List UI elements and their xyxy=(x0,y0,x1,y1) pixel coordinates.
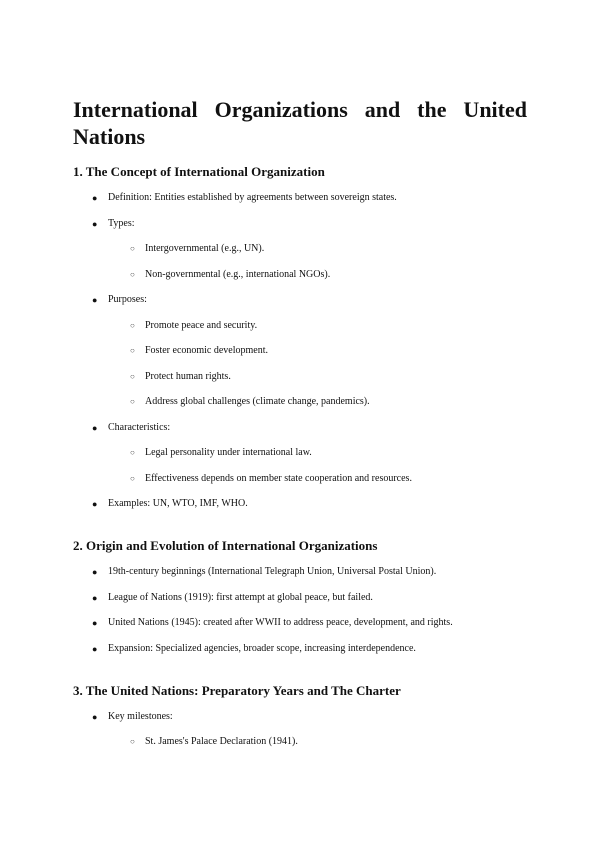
list-item-text: Types: xyxy=(108,217,135,229)
bullet-icon: ● xyxy=(92,618,98,628)
circle-bullet-icon: ○ xyxy=(130,737,135,746)
document-title-line-2: Nations xyxy=(73,124,146,149)
bullet-icon: ● xyxy=(92,711,98,722)
bullet-icon: ● xyxy=(92,567,98,577)
list-item xyxy=(92,710,527,724)
bullet-icon: ● xyxy=(92,295,98,305)
list-item-text: Protect human rights. xyxy=(145,370,231,382)
list-item xyxy=(130,735,527,749)
document-title xyxy=(73,96,527,150)
bullet-icon: ● xyxy=(92,499,98,509)
list-item-text: Legal personality under international law. xyxy=(145,447,312,458)
list-item-text: Definition: Entities established by agreements between sovereign states. xyxy=(108,192,397,203)
document-title-line-1: International Organizations and the United xyxy=(73,97,527,122)
bullet-icon: ● xyxy=(92,218,98,229)
list-item xyxy=(92,191,527,205)
bullet-icon: ● xyxy=(92,193,98,203)
list-item-text: Examples: UN, WTO, IMF, WHO. xyxy=(108,498,248,509)
list-item xyxy=(130,268,527,282)
circle-bullet-icon: ○ xyxy=(130,448,135,457)
circle-bullet-icon: ○ xyxy=(130,320,135,330)
list-item-text: Expansion: Specialized agencies, broader scope, increasing interdependence. xyxy=(108,642,416,654)
circle-bullet-icon: ○ xyxy=(130,269,135,279)
list-item xyxy=(130,344,527,358)
section-heading: 3. The United Nations: Preparatory Years and The Charter xyxy=(73,682,401,698)
list-item-text: Promote peace and security. xyxy=(145,319,258,331)
list-item-text: Address global challenges (climate change, pandemics). xyxy=(145,396,370,407)
list-item-text: Characteristics: xyxy=(108,421,171,433)
circle-bullet-icon: ○ xyxy=(130,244,135,253)
list-item xyxy=(130,370,527,384)
list-item xyxy=(92,591,527,605)
circle-bullet-icon: ○ xyxy=(130,346,135,355)
document-body xyxy=(73,164,527,749)
circle-bullet-icon: ○ xyxy=(130,473,135,483)
list-item-text: Intergovernmental (e.g., UN). xyxy=(145,243,265,254)
list-item xyxy=(92,642,527,656)
bullet-icon: ● xyxy=(92,592,98,603)
list-item-text: 19th-century beginnings (International Telegraph Union, Universal Postal Union). xyxy=(108,566,437,577)
list-item xyxy=(92,565,527,579)
list-item-text: United Nations (1945): created after WWII to address peace, development, and rights. xyxy=(108,617,453,628)
list-item xyxy=(92,497,527,511)
list-item xyxy=(92,421,527,435)
list-item-text: Non-governmental (e.g., international NGOs). xyxy=(145,268,331,280)
bullet-icon: ● xyxy=(92,422,98,433)
list-item-text: Foster economic development. xyxy=(145,345,269,356)
list-item xyxy=(92,616,527,630)
section-heading: 2. Origin and Evolution of International Organizations xyxy=(73,538,378,553)
list-item xyxy=(92,293,527,307)
list-item xyxy=(130,446,527,460)
list-item xyxy=(92,217,527,231)
list-item-text: St. James's Palace Declaration (1941). xyxy=(145,736,298,747)
list-item-text: Key milestones: xyxy=(108,710,173,722)
list-item xyxy=(130,395,527,409)
section-heading: 1. The Concept of International Organization xyxy=(73,164,325,179)
bullet-icon: ● xyxy=(92,643,98,654)
list-item-text: Effectiveness depends on member state cooperation and resources. xyxy=(145,472,412,484)
circle-bullet-icon: ○ xyxy=(130,371,135,381)
list-item-text: Purposes: xyxy=(108,294,147,305)
list-item xyxy=(130,242,527,256)
list-item xyxy=(130,472,527,486)
list-item xyxy=(130,319,527,333)
circle-bullet-icon: ○ xyxy=(130,397,135,406)
list-item-text: League of Nations (1919): first attempt at global peace, but failed. xyxy=(108,591,373,603)
